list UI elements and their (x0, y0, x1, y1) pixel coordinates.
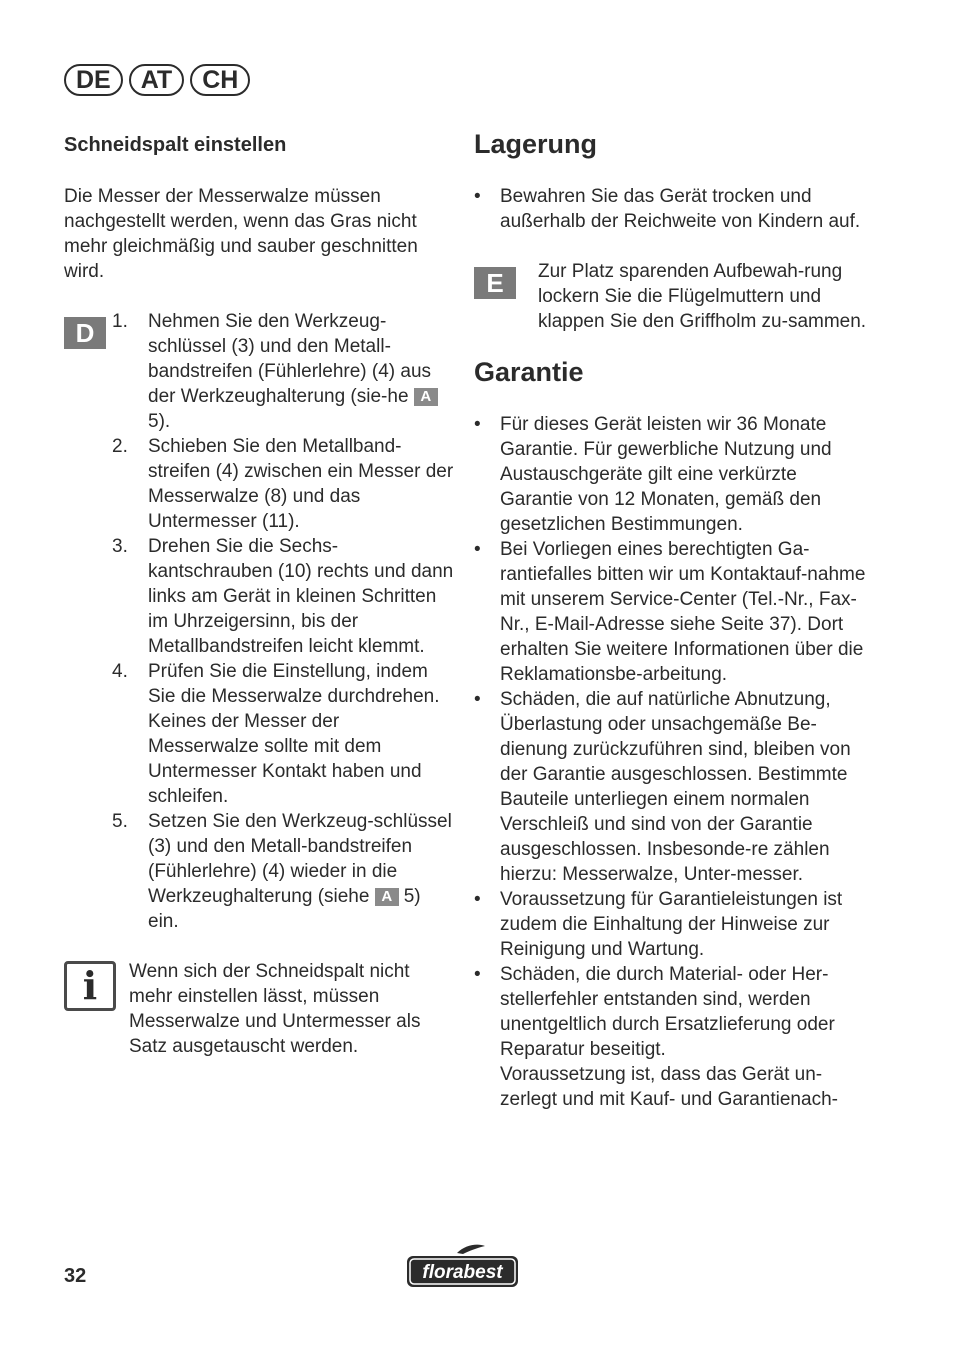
bullet-icon: • (474, 539, 481, 560)
step-item (112, 809, 454, 934)
list-item (474, 537, 874, 687)
step-number: 1. (112, 311, 128, 332)
section-heading-lagerung: Lagerung (474, 129, 598, 159)
steps-list (64, 309, 454, 934)
figure-ref-a-icon: A (414, 388, 438, 406)
lang-badge-de: DE (64, 64, 123, 96)
lang-badge-at: AT (129, 64, 184, 96)
bullet-icon: • (474, 689, 481, 710)
lang-badge-ch: CH (190, 64, 250, 96)
info-note (64, 959, 454, 1059)
logo-text: florabest (422, 1262, 503, 1283)
garantie-list (474, 412, 874, 1112)
section-heading-garantie: Garantie (474, 357, 584, 387)
step-text: Drehen Sie die Sechs-kantschrauben (10) rechts und dann links am Gerät in kleinen Schritten im Uhrzeigersinn, bis der Metallbandstreifen leicht klemmt. (148, 536, 454, 657)
step-item (112, 434, 454, 534)
step-text (148, 809, 454, 934)
list-item-text: Bewahren Sie das Gerät trocken und außerhalb der Reichweite von Kindern auf. (500, 186, 861, 232)
list-item-text-part: Schäden, die durch Material- oder Her-stellerfehler entstanden sind, werden unentgeltlich durch Ersatzlieferung oder Reparatur beseitigt. (500, 964, 835, 1060)
step-text (148, 309, 454, 434)
step-text-part: 5) ein. (148, 886, 421, 932)
right-column (474, 125, 874, 1112)
lagerung-list (474, 184, 874, 234)
step-item (112, 534, 454, 659)
list-item (474, 184, 874, 234)
list-item-text-part: Voraussetzung ist, dass das Gerät un-zerlegt und mit Kauf- und Garantienach- (500, 1064, 838, 1110)
list-item-text: Schäden, die auf natürliche Abnutzung, Überlastung oder unsachgemäße Be-dienung zurückzuführen sind, bleiben von der Garantie ausgeschlossen. Bestimmte Bauteile unterliegen einem normalen Verschleiß und sind von der Garantie ausgeschlossen. Insbesonde-re zählen hierzu: Messerwalze, Unter-messer. (500, 689, 851, 885)
step-text-part: Setzen Sie den Werkzeug-schlüssel (3) und den Metall-bandstreifen (Fühlerlehre) (4) wieder in die Werkzeughalterung (siehe (148, 811, 452, 907)
left-column (64, 131, 454, 1059)
list-item-text: Bei Vorliegen eines berechtigten Ga-rantiefalles bitten wir um Kontaktauf-nahme mit unserem Service-Center (Tel.-Nr., Fax-Nr., E-Mail-Adresse siehe Seite 37). Dort erhalten Sie weitere Informationen über die Reklamationsbe-arbeitung. (500, 539, 866, 685)
step-number: 2. (112, 436, 128, 457)
step-text: Schieben Sie den Metallband-streifen (4) zwischen ein Messer der Messerwalze (8) und das Untermesser (11). (148, 436, 454, 532)
figure-tag-e: E (474, 267, 516, 299)
list-item (474, 412, 874, 537)
step-number: 3. (112, 536, 128, 557)
bullet-icon: • (474, 964, 481, 985)
info-icon: i (64, 961, 116, 1011)
step-text-part: Nehmen Sie den Werkzeug-schlüssel (3) und den Metall-bandstreifen (Fühlerlehre) (4) aus der Werkzeughalterung (sie-he (148, 311, 432, 407)
figure-tag-d: D (64, 317, 106, 349)
intro-paragraph: Die Messer der Messerwalze müssen nachgestellt werden, wenn das Gras nicht mehr gleichmäßig und sauber geschnitten wird. (64, 186, 418, 282)
list-item-text: Für dieses Gerät leisten wir 36 Monate Garantie. Für gewerbliche Nutzung und Austauschgeräte gilt eine verkürzte Garantie von 12 Monaten, gemäß den gesetzlichen Bestimmungen. (500, 414, 832, 535)
list-item (474, 887, 874, 962)
florabest-logo (405, 1244, 520, 1290)
step-text-part: 5). (148, 411, 171, 432)
list-item (474, 687, 874, 887)
step-text: Prüfen Sie die Einstellung, indem Sie die Messerwalze durchdrehen. Keines der Messer der Messerwalze sollte mit dem Untermesser Kontakt haben und schleifen. (148, 661, 440, 807)
bullet-icon: • (474, 414, 481, 435)
bullet-icon: • (474, 889, 481, 910)
step-number: 5. (112, 811, 128, 832)
storage-note-text: Zur Platz sparenden Aufbewah-rung lockern Sie die Flügelmuttern und klappen Sie den Griffholm zu-sammen. (538, 261, 867, 332)
list-item-text (500, 962, 874, 1112)
page-number: 32 (64, 1265, 87, 1287)
list-item-text: Voraussetzung für Garantieleistungen ist zudem die Einhaltung der Hinweise zur Reinigung und Wartung. (500, 889, 843, 960)
step-item (112, 309, 454, 434)
steps-block (64, 309, 454, 934)
language-badges (64, 64, 250, 96)
bullet-icon: • (474, 186, 481, 207)
figure-ref-a-icon: A (375, 888, 399, 906)
step-number: 4. (112, 661, 128, 682)
section-heading-schneidspalt: Schneidspalt einstellen (64, 134, 287, 156)
list-item (474, 962, 874, 1112)
info-text: Wenn sich der Schneidspalt nicht mehr einstellen lässt, müssen Messerwalze und Untermesser als Satz ausgetauscht werden. (129, 961, 421, 1057)
storage-note (474, 259, 874, 334)
step-item (112, 659, 454, 809)
